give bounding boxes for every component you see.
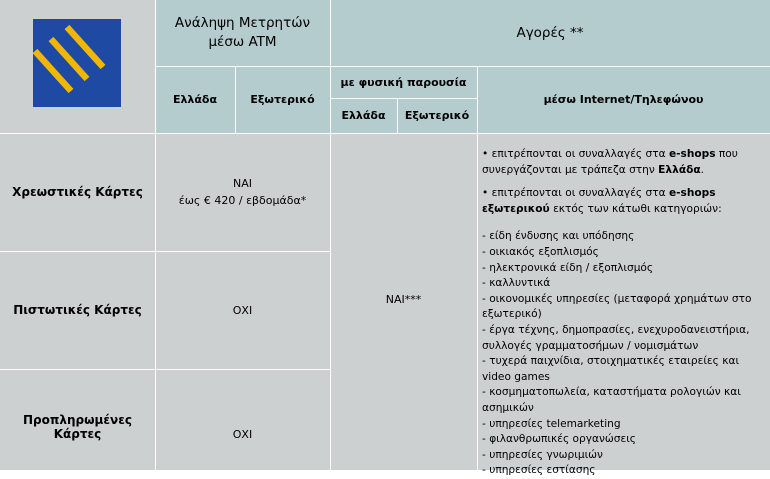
list-item: - οικιακός εξοπλισμός (482, 245, 599, 258)
internet-paragraph-2: • επιτρέπονται οι συναλλαγές στα e-shops εξωτερικού εκτός των κάτωθι κατηγοριών: (482, 187, 722, 215)
internet-paragraph-1: • επιτρέπονται οι συναλλαγές στα e-shops που συνεργάζονται με τράπεζα στην Ελλάδα. (482, 148, 738, 176)
list-item: - οικονομικές υπηρεσίες (μεταφορά χρημάτων στο εξωτερικό) (482, 292, 752, 321)
list-item: - υπηρεσίες εστίασης (482, 464, 596, 477)
purchases-header: Αγορές ** (330, 0, 770, 66)
excluded-categories-list (482, 229, 766, 479)
list-item: - είδη ένδυσης και υπόδησης (482, 230, 635, 243)
list-item: - τυχερά παιχνίδια, στοιχηματικές εταιρείες και video games (482, 355, 740, 383)
physical-presence-value: ΝΑΙ*** (330, 133, 477, 470)
divider (0, 133, 770, 134)
bank-logo-icon (33, 19, 121, 107)
list-item: - καλλυντικά (482, 277, 551, 290)
row-credit-label: Πιστωτικές Κάρτες (0, 251, 155, 369)
list-item: - έργα τέχνης, δημοπρασίες, ενεχυροδανειστήρια, συλλογές γραμματοσήμων / νομισμάτων (482, 323, 750, 352)
list-item: - υπηρεσίες γνωριμιών (482, 448, 603, 461)
debit-atm-value: ΝΑΙ έως € 420 / εβδομάδα* (155, 133, 330, 251)
divider (155, 66, 770, 67)
list-item: - ηλεκτρονικά είδη / εξοπλισμός (482, 261, 654, 274)
list-item: - υπηρεσίες telemarketing (482, 417, 621, 430)
divider (330, 0, 331, 470)
internet-phone-header: μέσω Internet/Τηλεφώνου (477, 66, 770, 133)
divider (155, 0, 156, 470)
prepaid-atm-value: ΟΧΙ (155, 369, 330, 470)
internet-phone-details (477, 133, 770, 477)
atm-abroad-header: Εξωτερικό (235, 66, 330, 133)
physical-presence-header: με φυσική παρουσία (330, 66, 477, 98)
atm-greece-header: Ελλάδα (155, 66, 235, 133)
row-debit-label: Χρεωστικές Κάρτες (0, 133, 155, 251)
divider (0, 251, 330, 252)
row-prepaid-label: Προπληρωμένες Κάρτες (0, 369, 155, 470)
list-item: - κοσμηματοπωλεία, καταστήματα ρολογιών και ασημικών (482, 386, 741, 414)
pp-greece-header: Ελλάδα (330, 98, 397, 133)
divider (477, 66, 478, 470)
divider (235, 66, 236, 133)
divider (0, 369, 330, 370)
credit-atm-value: ΟΧΙ (155, 251, 330, 369)
pp-abroad-header: Εξωτερικό (397, 98, 477, 133)
list-item: - φιλανθρωπικές οργανώσεις (482, 433, 637, 446)
atm-header: Ανάληψη Μετρητών μέσω ATM (155, 0, 330, 66)
divider (330, 98, 477, 99)
divider (397, 98, 398, 133)
